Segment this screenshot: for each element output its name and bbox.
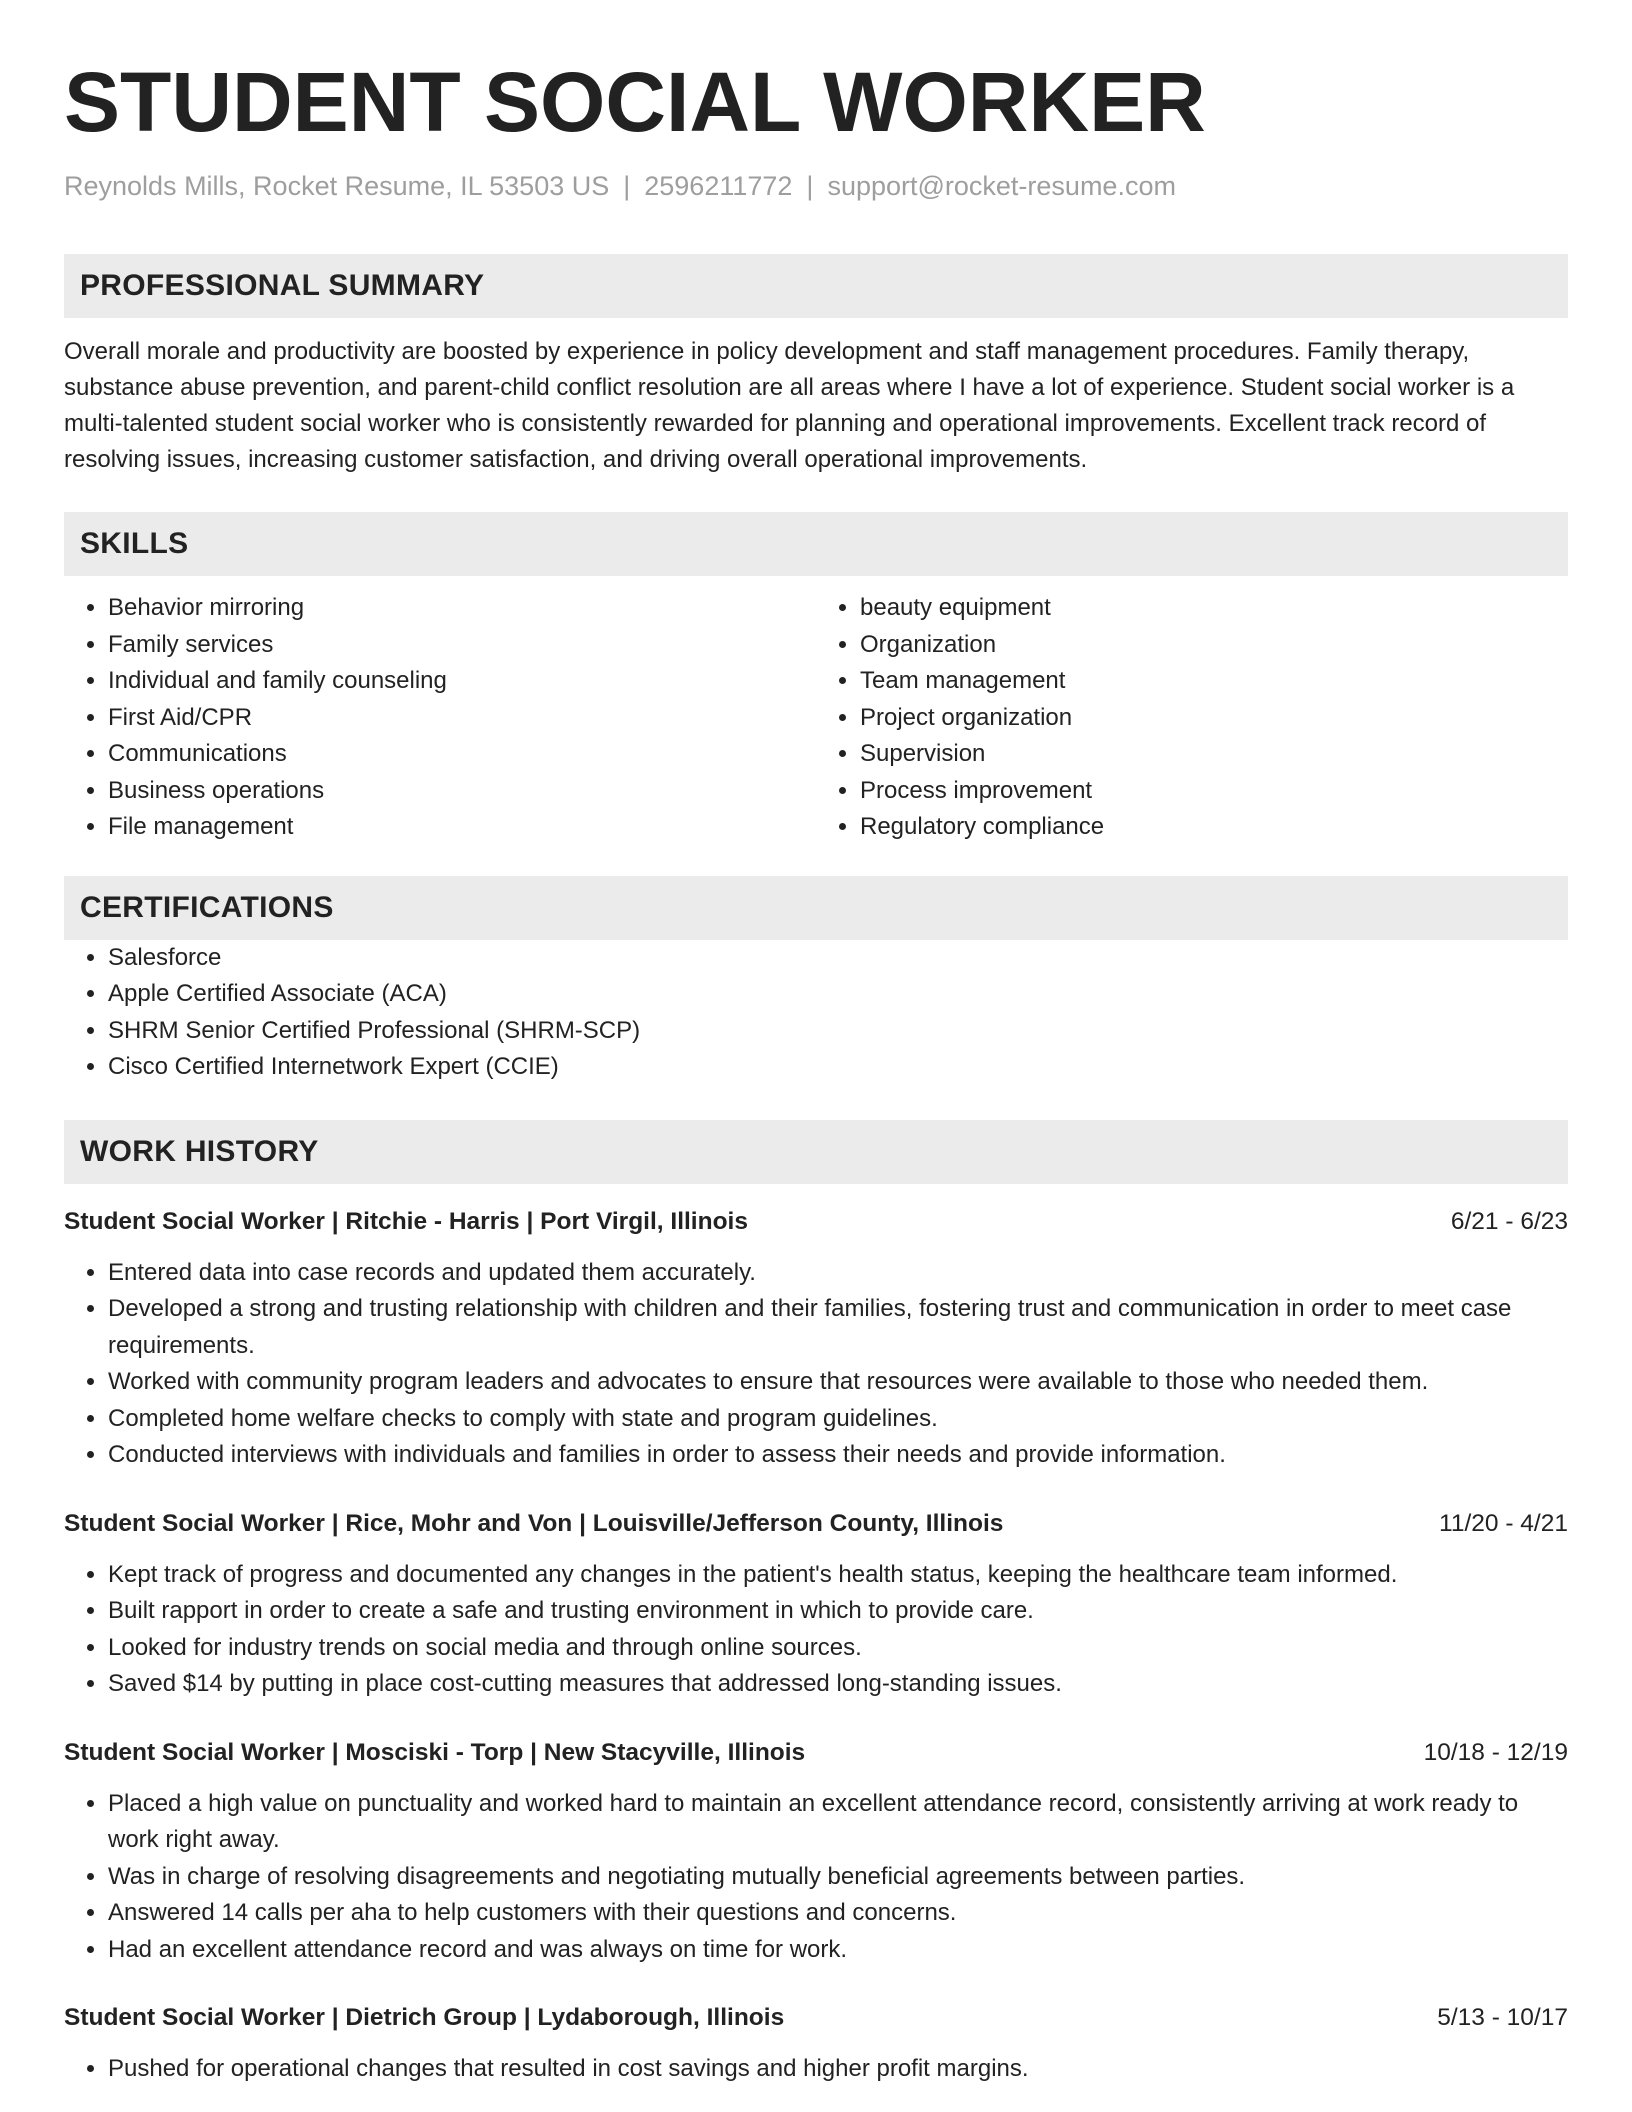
candidate-name: STUDENT SOCIAL WORKER [64, 55, 1206, 149]
job-entry [64, 1735, 1568, 1969]
certification-item: • SHRM Senior Certified Professional (SHRM-SCP) [108, 1013, 1568, 1050]
summary-line: multi-talented student social worker who is consistently rewarded for planning and operational improvements. Excellent track record of [64, 410, 1487, 437]
summary-text [64, 334, 1568, 478]
contact-phone: 2596211772 [644, 171, 793, 201]
job-dates: 6/21 - 6/23 [1450, 1207, 1568, 1235]
job-header [64, 1506, 1568, 1542]
contact-separator: | [806, 171, 814, 201]
job-bullets [64, 1557, 1568, 1703]
skill-item: • Process improvement [860, 773, 1568, 810]
job-header [64, 2000, 1568, 2036]
job-bullet: • Looked for industry trends on social media and through online sources. [108, 1630, 1568, 1667]
job-entry [64, 1506, 1568, 1703]
job-title: Student Social Worker | Rice, Mohr and Von | Louisville/Jefferson County, Illinois [64, 1509, 1004, 1537]
job-bullet: • Was in charge of resolving disagreements and negotiating mutually beneficial agreements between parties. [108, 1859, 1568, 1896]
job-bullet: • Placed a high value on punctuality and worked hard to maintain an excellent attendance record, consistently arriving at work ready to work right away. [108, 1786, 1568, 1859]
certification-item: • Apple Certified Associate (ACA) [108, 976, 1568, 1013]
contact-email: support@rocket-resume.com [827, 171, 1176, 201]
job-bullet: • Entered data into case records and updated them accurately. [108, 1255, 1568, 1292]
contact-line [64, 168, 1568, 204]
job-bullet: • Built rapport in order to create a safe and trusting environment in which to provide care. [108, 1593, 1568, 1630]
job-bullet: • Conducted interviews with individuals and families in order to assess their needs and provide information. [108, 1437, 1568, 1474]
certification-item: • Cisco Certified Internetwork Expert (CCIE) [108, 1049, 1568, 1086]
job-bullet: • Pushed for operational changes that resulted in cost savings and higher profit margins. [108, 2051, 1568, 2088]
skill-item: • Behavior mirroring [108, 590, 816, 627]
certification-item: • Salesforce [108, 940, 1568, 977]
skill-item: • Supervision [860, 736, 1568, 773]
job-bullets [64, 1255, 1568, 1474]
skill-item: • Business operations [108, 773, 816, 810]
job-bullet: • Worked with community program leaders and advocates to ensure that resources were available to those who needed them. [108, 1364, 1568, 1401]
skill-item: • Family services [108, 627, 816, 664]
job-entry [64, 1204, 1568, 1474]
summary-line: Overall morale and productivity are boosted by experience in policy development and staff management procedures. Family therapy, [64, 338, 1470, 365]
summary-section-header: PROFESSIONAL SUMMARY [64, 254, 1568, 318]
contact-address: Reynolds Mills, Rocket Resume, IL 53503 US [64, 171, 610, 201]
job-bullet: • Saved $14 by putting in place cost-cutting measures that addressed long-standing issues. [108, 1666, 1568, 1703]
summary-line: substance abuse prevention, and parent-child conflict resolution are all areas where I have a lot of experience. Student social worker is a [64, 374, 1515, 401]
job-dates: 10/18 - 12/19 [1423, 1738, 1568, 1766]
job-entry [64, 2000, 1568, 2088]
skill-item: • Team management [860, 663, 1568, 700]
summary-line: resolving issues, increasing customer satisfaction, and driving overall operational improvements. [64, 446, 1088, 473]
job-header [64, 1735, 1568, 1771]
skill-item: • beauty equipment [860, 590, 1568, 627]
job-bullet: • Had an excellent attendance record and was always on time for work. [108, 1932, 1568, 1969]
skill-item: • Project organization [860, 700, 1568, 737]
skill-item: • File management [108, 809, 816, 846]
job-dates: 11/20 - 4/21 [1439, 1509, 1568, 1537]
skills-list [64, 590, 1568, 846]
skills-section-header: SKILLS [64, 512, 1568, 576]
certifications-list [64, 940, 1568, 1086]
skill-item: • Regulatory compliance [860, 809, 1568, 846]
skill-item: • Communications [108, 736, 816, 773]
job-title: Student Social Worker | Ritchie - Harris | Port Virgil, Illinois [64, 1207, 748, 1235]
skills-column-right [816, 590, 1568, 846]
skill-item: • Individual and family counseling [108, 663, 816, 700]
work-history-section-header: WORK HISTORY [64, 1120, 1568, 1184]
job-dates: 5/13 - 10/17 [1437, 2004, 1568, 2031]
job-bullet: • Kept track of progress and documented any changes in the patient's health status, keeping the healthcare team informed. [108, 1557, 1568, 1594]
skills-column-left [64, 590, 816, 846]
job-bullet: • Developed a strong and trusting relationship with children and their families, fostering trust and communication in order to meet case requirements. [108, 1291, 1568, 1364]
skill-item: • Organization [860, 627, 1568, 664]
skill-item: • First Aid/CPR [108, 700, 816, 737]
job-bullet: • Answered 14 calls per aha to help customers with their questions and concerns. [108, 1895, 1568, 1932]
job-title: Student Social Worker | Dietrich Group | Lydaborough, Illinois [64, 2004, 785, 2031]
job-title: Student Social Worker | Mosciski - Torp | New Stacyville, Illinois [64, 1738, 806, 1766]
job-bullets [64, 1786, 1568, 1969]
certifications-section-header: CERTIFICATIONS [64, 876, 1568, 940]
job-header [64, 1204, 1568, 1240]
job-bullets [64, 2051, 1568, 2088]
job-bullet: • Completed home welfare checks to comply with state and program guidelines. [108, 1401, 1568, 1438]
contact-separator: | [623, 171, 631, 201]
